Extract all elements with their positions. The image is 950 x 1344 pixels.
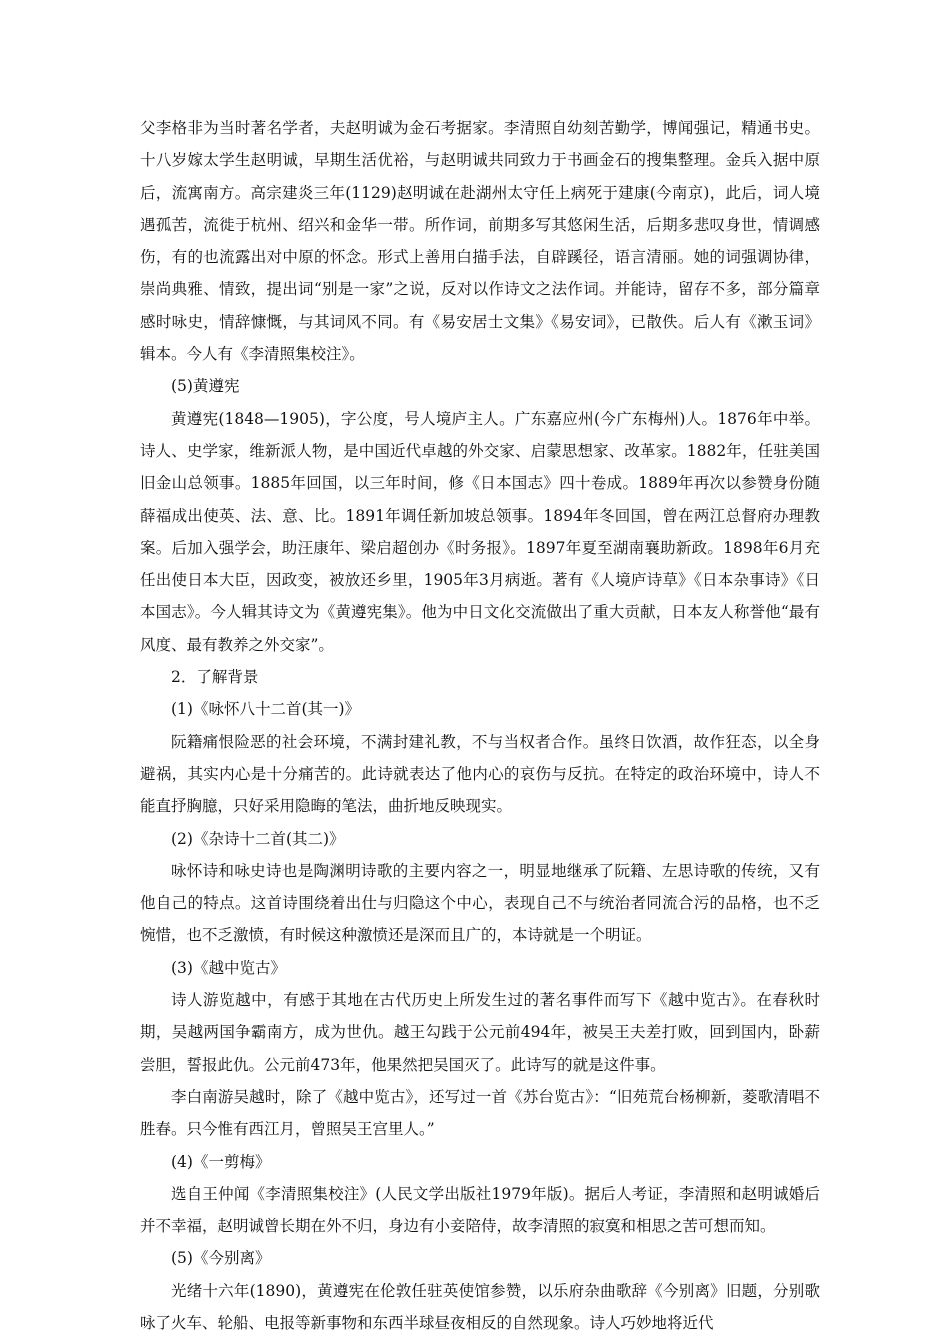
paragraph-jinbieli: 光绪十六年(1890)，黄遵宪在伦敦任驻英使馆参赞，以乐府杂曲歌辞《今别离》旧题，分别歌咏了火车、轮船、电报等新事物和东西半球昼夜相反的自然现象。诗人巧妙地将近代 — [140, 1281, 820, 1332]
paragraph-yuezhong-langu: 诗人游览越中，有感于其地在古代历史上所发生过的著名事件而写下《越中览古》。在春秋时期，吴越两国争霸南方，成为世仇。越王勾践于公元前494年，被吴王夫差打败，回到国内，卧薪尝胆，誓报此仇。公元前473年，他果然把吴国灭了。此诗写的就是这件事。 — [140, 991, 820, 1074]
paragraph-yijianmei: 选自王仲闻《李清照集校注》(人民文学出版社1979年版)。据后人考证，李清照和赵明诚婚后并不幸福，赵明诚曾长期在外不归，身边有小妾陪侍，故李清照的寂寞和相思之苦可想而知。 — [140, 1184, 820, 1236]
paragraph-yonghuai: 阮籍痛恨险恶的社会环境，不满封建礼教，不与当权者合作。虽终日饮酒，故作狂态，以全身避祸，其实内心是十分痛苦的。此诗就表达了他内心的哀伤与反抗。在特定的政治环境中，诗人不能直抒胸臆，只好采用隐晦的笔法，曲折地反映现实。 — [140, 732, 820, 816]
section-heading-background: 2．了解背景 — [171, 668, 259, 687]
document-body — [140, 112, 820, 1339]
paragraph-li-qingzhao-bio-cont: 父李格非为当时著名学者，夫赵明诚为金石考据家。李清照自幼刻苦勤学，博闻强记，精通书史。十八岁嫁太学生赵明诚，早期生活优裕，与赵明诚共同致力于书画金石的搜集整理。金兵入据中原后，流寓南方。高宗建炎三年(1129)赵明诚在赴湖州太守任上病死于建康(今南京)，此后，词人境遇孤苦，流徙于杭州、绍兴和金华一带。所作词，前期多写其悠闲生活，后期多悲叹身世，情调感伤，有的也流露出对中原的怀念。形式上善用白描手法，自辟蹊径，语言清丽。她的词强调协律，崇尚典雅、情致，提出词“别是一家”之说，反对以作诗文之法作词。并能诗，留存不多，部分篇章感时咏史，情辞慷慨，与其词风不同。有《易安居士文集》《易安词》，已散佚。后人有《漱玉词》辑本。今人有《李清照集校注》。 — [140, 119, 820, 364]
heading-zashi: (2)《杂诗十二首(其二)》 — [171, 829, 345, 848]
heading-huang-zunxian: (5)黄遵宪 — [171, 377, 240, 396]
heading-jinbieli: (5)《今别离》 — [171, 1249, 271, 1268]
heading-yuezhong-langu: (3)《越中览古》 — [171, 958, 286, 977]
paragraph-sutai-langu: 李白南游吴越时，除了《越中览古》，还写过一首《苏台览古》：“旧苑荒台杨柳新，菱歌清唱不胜春。只今惟有西江月，曾照吴王宫里人。” — [140, 1087, 820, 1139]
paragraph-huang-zunxian-bio: 黄遵宪(1848—1905)，字公度，号人境庐主人。广东嘉应州(今广东梅州)人。1876年中举。诗人、史学家，维新派人物，是中国近代卓越的外交家、启蒙思想家、改革家。1882年，任驻美国旧金山总领事。1885年回国，以三年时间，修《日本国志》四十卷成。1889年再次以参赞身份随薛福成出使英、法、意、比。1891年调任新加坡总领事。1894年冬回国，曾在两江总督府办理教案。后加入强学会，助汪康年、梁启超创办《时务报》。1897年夏至湖南襄助新政。1898年6月充任出使日本大臣，因政变，被放还乡里，1905年3月病逝。著有《人境庐诗草》《日本杂事诗》《日本国志》。今人辑其诗文为《黄遵宪集》。他为中日文化交流做出了重大贡献，日本友人称誉他“最有风度、最有教养之外交家”。 — [140, 409, 820, 654]
paragraph-zashi: 咏怀诗和咏史诗也是陶渊明诗歌的主要内容之一，明显地继承了阮籍、左思诗歌的传统，又有他自己的特点。这首诗围绕着出仕与归隐这个中心，表现自己不与统治者同流合污的品格，也不乏惋惜，也不乏激愤，有时候这种激愤还是深而且广的，本诗就是一个明证。 — [140, 861, 820, 945]
heading-yijianmei: (4)《一剪梅》 — [171, 1152, 271, 1171]
heading-yonghuai: (1)《咏怀八十二首(其一)》 — [171, 700, 361, 719]
